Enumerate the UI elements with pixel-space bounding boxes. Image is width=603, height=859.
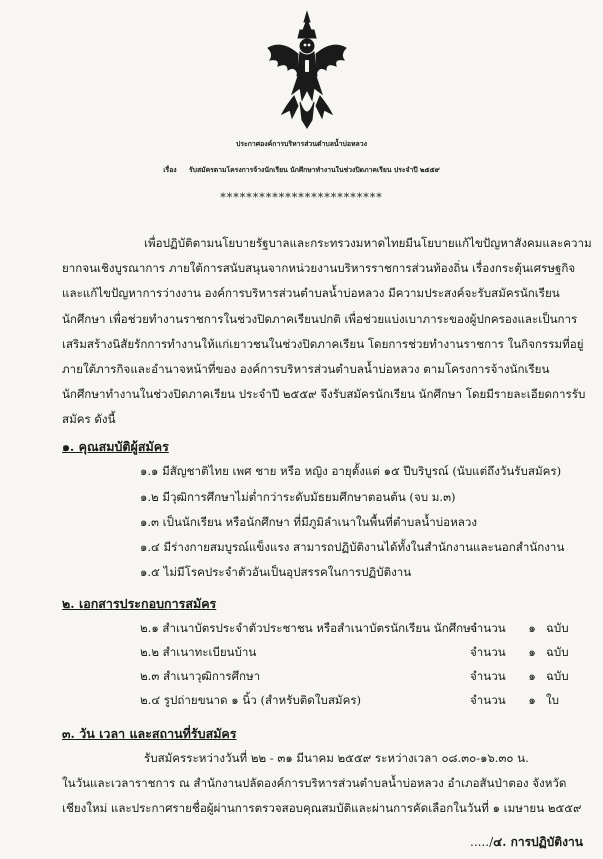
intro-line: เสริมสร้างนิสัยรักการทำงานให้แก่เยาวชนในช่วงปิดภาคเรียน โดยการช่วยทำงานราชการ ในกิจกรรมที่อยู่ bbox=[62, 337, 584, 351]
section-heading-schedule: ๓. วัน เวลา และสถานที่รับสมัคร bbox=[62, 726, 237, 741]
document-item-count bbox=[470, 668, 569, 686]
count-unit: ฉบับ bbox=[546, 669, 569, 683]
schedule-line: รับสมัครระหว่างวันที่ ๒๒ - ๓๑ มีนาคม ๒๕๕๙ ระหว่างเวลา ๐๘.๓๐-๑๖.๓๐ น. bbox=[144, 751, 529, 765]
intro-line: สมัคร ดังนี้ bbox=[62, 412, 116, 426]
announcement-subject bbox=[0, 164, 603, 175]
subject-label: เรื่อง bbox=[163, 166, 177, 174]
intro-line: และแก้ไขปัญหาการว่างงาน องค์การบริหารส่วนตำบลน้ำบ่อหลวง มีความประสงค์จะรับสมัครนักเรียน bbox=[62, 286, 560, 300]
count-label: จำนวน bbox=[470, 693, 506, 707]
document-item-name: ๒.๑ สำเนาบัตรประจำตัวประชาชน หรือสำเนาบัตรนักเรียน นักศึกษา bbox=[140, 621, 478, 635]
document-item-name: ๒.๓ สำเนาวุฒิการศึกษา bbox=[140, 669, 261, 683]
intro-line: ยากจนเชิงบูรณาการ ภายใต้การสนับสนุนจากหน่วยงานบริหารราชการส่วนท้องถิ่น เรื่องกระตุ้นเศรษฐกิจ bbox=[62, 261, 576, 275]
subject-text: รับสมัครตามโครงการจ้างนักเรียน นักศึกษาทำงานในช่วงปิดภาคเรียน ประจำปี ๒๕๕๙ bbox=[188, 166, 440, 174]
count-label: จำนวน bbox=[470, 669, 506, 683]
count-label: จำนวน bbox=[470, 621, 506, 635]
section-heading-qualifications: ๑. คุณสมบัติผู้สมัคร bbox=[62, 439, 169, 454]
document-item-name: ๒.๒ สำเนาทะเบียนบ้าน bbox=[140, 645, 257, 659]
count-unit: ฉบับ bbox=[546, 621, 569, 635]
star-separator: ************************* bbox=[220, 191, 383, 204]
schedule-line: เชียงใหม่ และประกาศรายชื่อผู้ผ่านการตรวจสอบคุณสมบัติและผ่านการคัดเลือกในวันที่ ๑ เมษายน ๒๕๕๙ bbox=[62, 801, 582, 815]
count-label: จำนวน bbox=[470, 645, 506, 659]
count-unit: ใบ bbox=[546, 693, 560, 707]
qualification-item: ๑.๕ ไม่มีโรคประจำตัวอันเป็นอุปสรรคในการปฏิบัติงาน bbox=[140, 565, 412, 579]
document-item-count bbox=[470, 692, 559, 710]
schedule-line: ในวันและเวลาราชการ ณ สำนักงานปลัดองค์การบริหารส่วนตำบลน้ำบ่อหลวง อำเภอสันป่าตอง จังหวัด bbox=[62, 776, 567, 790]
continuation-dots: ...../ bbox=[470, 835, 494, 849]
count-qty: ๑ bbox=[528, 621, 536, 635]
count-qty: ๑ bbox=[528, 669, 536, 683]
qualification-item: ๑.๓ เป็นนักเรียน หรือนักศึกษา ที่มีภูมิลำเนาในพื้นที่ตำบลน้ำบ่อหลวง bbox=[140, 515, 477, 529]
qualification-item: ๑.๒ มีวุฒิการศึกษาไม่ต่ำกว่าระดับมัธยมศึกษาตอนต้น (จบ ม.๓) bbox=[140, 490, 456, 504]
document-item-count bbox=[470, 644, 569, 662]
intro-line: ภายใต้ภารกิจและอำนาจหน้าที่ของ องค์การบริหารส่วนตำบลน้ำบ่อหลวง ตามโครงการจ้างนักเรียน bbox=[62, 362, 550, 376]
qualification-item: ๑.๔ มีร่างกายสมบูรณ์แข็งแรง สามารถปฏิบัติงานได้ทั้งในสำนักงานและนอกสำนักงาน bbox=[140, 540, 565, 554]
continuation-next: ๔. การปฏิบัติงาน bbox=[493, 835, 583, 849]
document-item-name: ๒.๔ รูปถ่ายขนาด ๑ นิ้ว (สำหรับติดใบสมัคร) bbox=[140, 693, 362, 707]
count-qty: ๑ bbox=[528, 693, 536, 707]
garuda-emblem-icon bbox=[262, 10, 352, 130]
count-qty: ๑ bbox=[528, 645, 536, 659]
document-item-count bbox=[470, 620, 569, 638]
continuation-note bbox=[470, 833, 583, 852]
intro-line: นักศึกษา เพื่อช่วยทำงานราชการในช่วงปิดภาคเรียนปกติ เพื่อช่วยแบ่งเบาภาระของผู้ปกครองและเป็นการ bbox=[62, 312, 578, 326]
section-heading-documents: ๒. เอกสารประกอบการสมัคร bbox=[62, 596, 217, 611]
intro-line: นักศึกษาทำงานในช่วงปิดภาคเรียน ประจำปี ๒๕๕๙ จึงรับสมัครนักเรียน นักศึกษา โดยมีรายละเอียดการรับ bbox=[62, 387, 586, 401]
qualification-item: ๑.๑ มีสัญชาติไทย เพศ ชาย หรือ หญิง อายุตั้งแต่ ๑๕ ปีบริบูรณ์ (นับแต่ถึงวันรับสมัคร) bbox=[140, 464, 562, 478]
intro-line: เพื่อปฏิบัติตามนโยบายรัฐบาลและกระทรวงมหาดไทยมีนโยบายแก้ไขปัญหาสังคมและความ bbox=[144, 236, 592, 250]
count-unit: ฉบับ bbox=[546, 645, 569, 659]
announcement-title: ประกาศองค์การบริหารส่วนตำบลน้ำบ่อหลวง bbox=[235, 140, 368, 148]
